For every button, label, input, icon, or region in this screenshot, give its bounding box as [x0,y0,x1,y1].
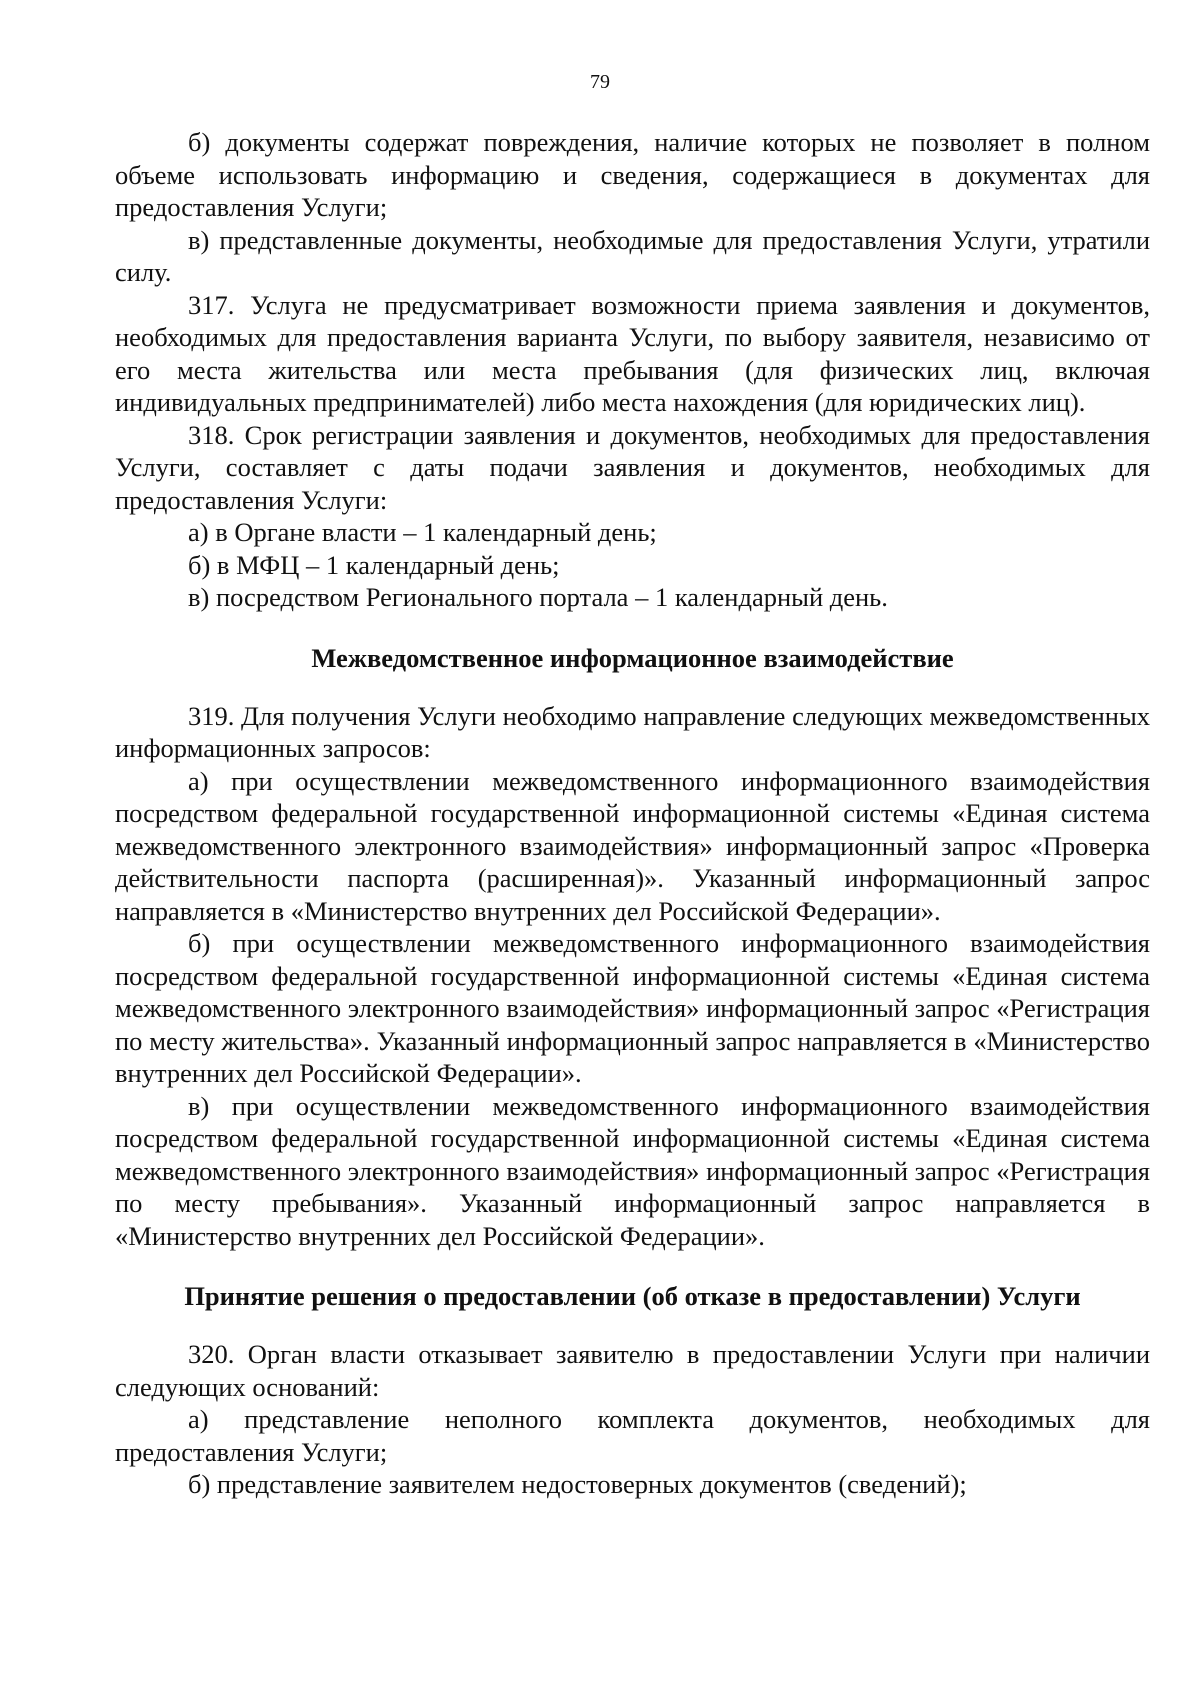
paragraph-318-item-b: б) в МФЦ – 1 календарный день; [188,549,560,580]
paragraph-320-item-a: а) представление неполного комплекта документов, необходимых для предоставления Услуги; [115,1404,1150,1467]
paragraph-317: 317. Услуга не предусматривает возможности приема заявления и документов, необходимых для предоставления варианта Услуги, по выбору заявителя, независимо от его места жительства или места пребывания (для физических лиц, включая индивидуальных предпринимателей) либо места нахождения (для юридических лиц). [115,289,1150,417]
paragraph-319-item-b: б) при осуществлении межведомственного информационного взаимодействия посредством федеральной государственной информационной системы «Единая система межведомственного электронного взаимодействия» информационный запрос «Регистрация по месту жительства». Указанный информационный запрос направляется в «Министерство внутренних дел Российской Федерации». [115,928,1150,1088]
paragraph-318: 318. Срок регистрации заявления и документов, необходимых для предоставления Услуги, составляет с даты подачи заявления и документов, необходимых для предоставления Услуги: [115,419,1150,515]
section-heading-decision: Принятие решения о предоставлении (об отказе в предоставлении) Услуги [184,1281,1081,1311]
paragraph-319: 319. Для получения Услуги необходимо направление следующих межведомственных информационных запросов: [115,700,1150,763]
paragraph-319-item-v: в) при осуществлении межведомственного информационного взаимодействия посредством федеральной государственной информационной системы «Единая система межведомственного электронного взаимодействия» информационный запрос «Регистрация по месту пребывания». Указанный информационный запрос направляется в «Министерство внутренних дел Российской Федерации». [115,1090,1150,1251]
page-number: 79 [590,71,610,93]
paragraph-320-item-b: б) представление заявителем недостоверных документов (сведений); [188,1469,967,1499]
paragraph-319-item-a: а) при осуществлении межведомственного информационного взаимодействия посредством федеральной государственной информационной системы «Единая система межведомственного электронного взаимодействия» информационный запрос «Проверка действительности паспорта (расширенная)». Указанный информационный запрос направляется в «Министерство внутренних дел Российской Федерации». [115,765,1150,926]
section-heading-interagency: Межведомственное информационное взаимодействие [311,642,954,673]
paragraph-318-item-a: а) в Органе власти – 1 календарный день; [188,517,657,547]
paragraph-item-v-expired-documents: в) представленные документы, необходимые для предоставления Услуги, утратили силу. [115,224,1150,287]
paragraph-318-item-v: в) посредством Регионального портала – 1 календарный день. [188,582,888,612]
paragraph-320: 320. Орган власти отказывает заявителю в предоставлении Услуги при наличии следующих оснований: [115,1339,1150,1402]
paragraph-item-b-damaged-documents: б) документы содержат повреждения, наличие которых не позволяет в полном объеме использовать информацию и сведения, содержащиеся в документах для предоставления Услуги; [115,127,1150,222]
